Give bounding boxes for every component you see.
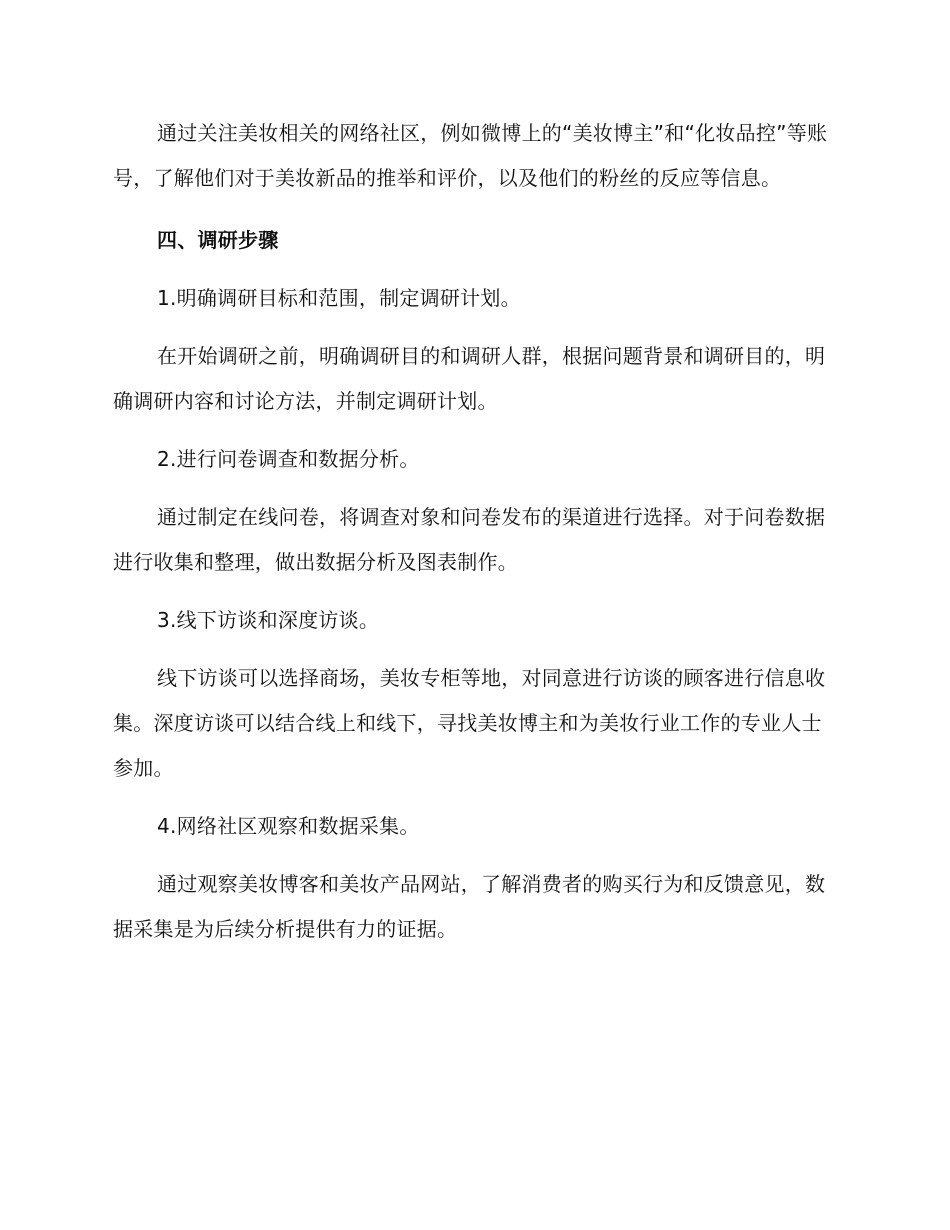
step-4-description: 通过观察美妆博客和美妆产品网站，了解消费者的购买行为和反馈意见，数据采集是为后续分析提供有力的证据。	[113, 872, 826, 941]
step-1-description: 在开始调研之前，明确调研目的和调研人群，根据问题背景和调研目的，明确调研内容和讨论方法，并制定调研计划。	[113, 344, 826, 413]
step-3-description: 线下访谈可以选择商场，美妆专柜等地，对同意进行访谈的顾客进行信息收集。深度访谈可以结合线上和线下，寻找美妆博主和为美妆行业工作的专业人士参加。	[113, 666, 826, 780]
section-heading-research-steps: 四、调研步骤	[157, 228, 279, 252]
step-1-title: 1.明确调研目标和范围，制定调研计划。	[157, 286, 521, 310]
step-4-title: 4.网络社区观察和数据采集。	[157, 814, 420, 838]
paragraph-community-monitoring: 通过关注美妆相关的网络社区，例如微博上的“美妆博主”和“化妆品控”等账号，了解他们对于美妆新品的推举和评价，以及他们的粉丝的反应等信息。	[113, 121, 828, 190]
document-body	[113, 111, 835, 952]
step-2-description: 通过制定在线问卷，将调查对象和问卷发布的渠道进行选择。对于问卷数据进行收集和整理，做出数据分析及图表制作。	[113, 505, 826, 574]
step-3-title: 3.线下访谈和深度访谈。	[157, 608, 380, 632]
step-2-title: 2.进行问卷调查和数据分析。	[157, 447, 420, 471]
